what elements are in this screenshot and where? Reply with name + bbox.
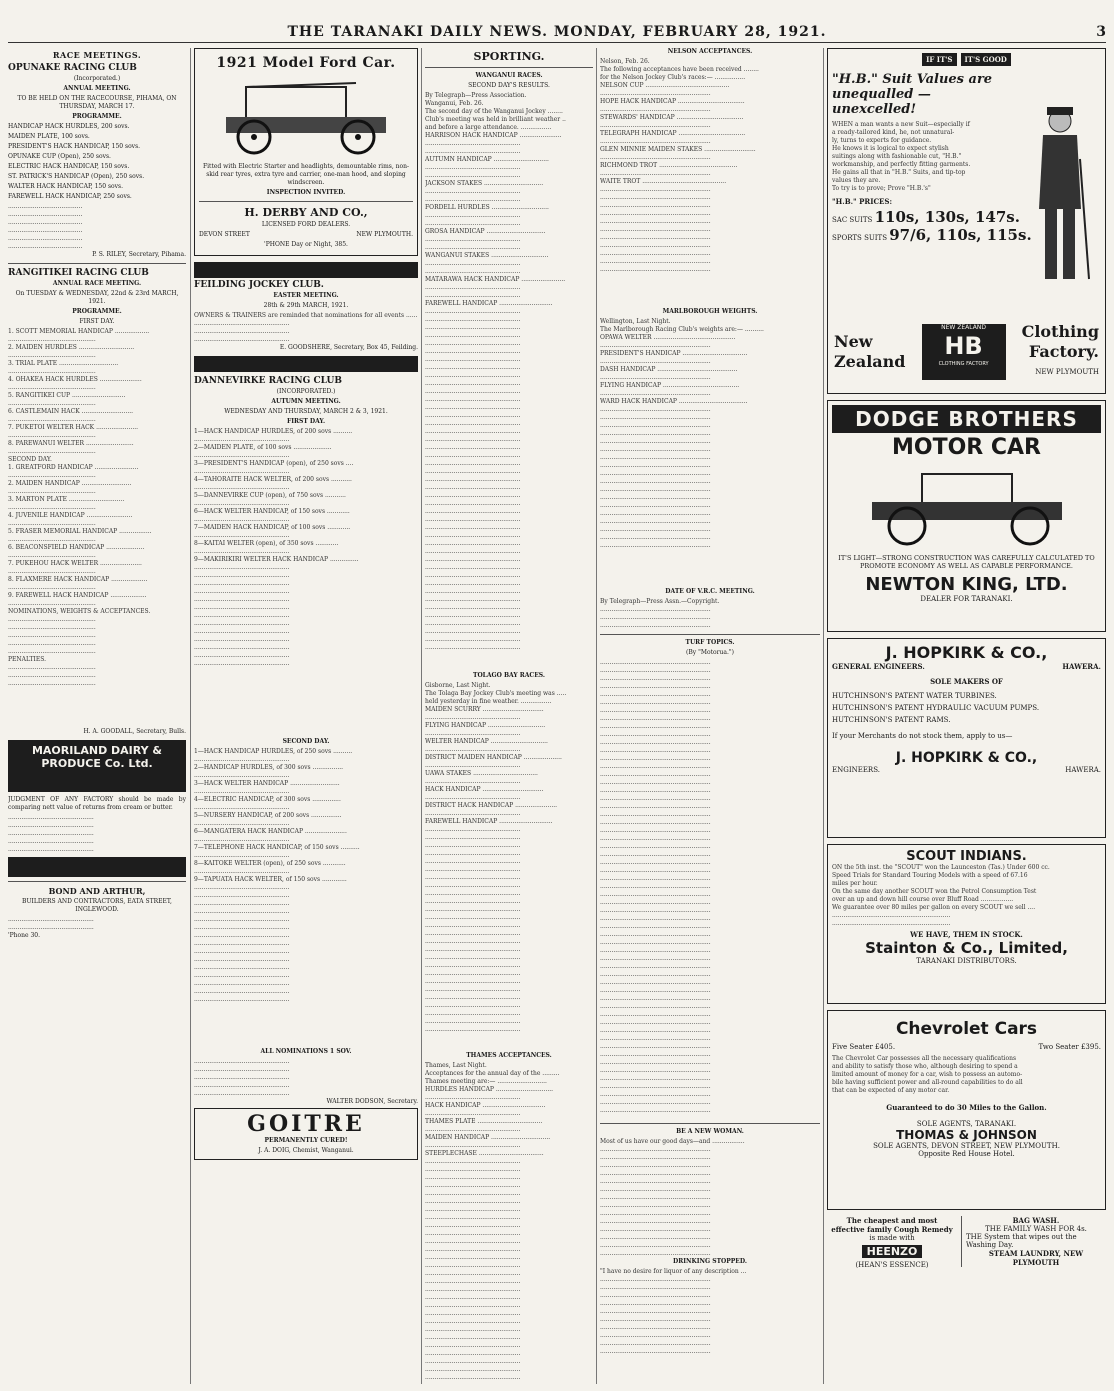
chevrolet-opposite: Opposite Red House Hotel.: [918, 1150, 1015, 1158]
ford-car-illustration: [206, 73, 406, 161]
hopkirk-engineers: ENGINEERS.: [832, 766, 880, 774]
programme-item: OPUNAKE CUP (Open), 250 sovs.: [8, 153, 111, 160]
hb-factory: Factory.: [1028, 342, 1099, 361]
bagwash-title: BAG WASH.: [1012, 1216, 1060, 1225]
scout-dealer: Stainton & Co., Limited,: [865, 939, 1068, 957]
body-text: Wellington, Last Night. The Marlborough Racing Club's weights are:— .......... OPAWA WELTER ........................................... .......................................................... PRESIDENT'S HANDICAP .................................. .......................................................... DASH HANDICAP .......................................... .......................................................... FLYING HANDICAP ........................................ .......................................................... WARD HACK HANDICAP .................................... .......................................................... .......................................................... .......................................................... .......................................................... .......................................................... .......................................................... .......................................................... .......................................................... .......................................................... .......................................................... .......................................................... .......................................................... .......................................................... .......................................................... .......................................................... .......................................................... .......................................................... ..........................................................: [600, 318, 764, 549]
body-text: OWNERS & TRAINERS are reminded that nominations for all events ...... .................................................. .................................................. ..................................................: [194, 312, 418, 343]
article-subheading: SECOND DAY'S RESULTS.: [468, 82, 550, 89]
meeting-heading: ANNUAL RACE MEETING.: [52, 280, 142, 287]
ford-licensed: LICENSED FORD DEALERS.: [261, 221, 351, 228]
column-rule: [421, 48, 422, 1384]
day-heading: FIRST DAY.: [79, 318, 115, 325]
gentleman-illustration: [1025, 99, 1095, 289]
scout-stock: WE HAVE, THEM IN STOCK.: [910, 930, 1023, 939]
column-advertisements: [827, 48, 1106, 1384]
column-turf: [600, 48, 820, 1384]
horse-banner: [194, 262, 418, 278]
hopkirk-name-footer: J. HOPKIRK & CO.,: [895, 750, 1038, 766]
hopkirk-ad: [827, 638, 1106, 838]
hb-sports-prices: 97/6, 110s, 115s.: [889, 226, 1032, 244]
bond-arthur-name: BOND AND ARTHUR,: [48, 886, 146, 896]
ford-dealer: H. DERBY AND CO.,: [244, 206, 368, 219]
dodge-brothers-ad: [827, 400, 1106, 632]
column-sporting: [425, 48, 593, 1384]
dodge-car-illustration: [852, 464, 1082, 550]
bagwash-sub: THE FAMILY WASH FOR 4s.: [985, 1225, 1087, 1233]
secretary: E. GOODSHERE, Secretary, Box 45, Feilding.: [279, 344, 418, 351]
hb-logo-top: NEW ZEALAND: [941, 324, 986, 331]
section-heading: RACE MEETINGS.: [52, 50, 142, 60]
programme-item: ELECTRIC HACK HANDICAP, 150 sovs.: [8, 163, 130, 170]
body-text: The Chevrolet Car possesses all the necessary qualifications and ability to satisfy those who, although desiring to spend a limited amount of money for a car, wish to possess an automo- bile having sufficient power and all-round capabilities to do all that can be expected of any motor car.: [832, 1055, 1023, 1094]
hb-logo: [922, 324, 1006, 380]
hb-sports-label: SPORTS SUITS: [832, 234, 888, 242]
club-sub: (INCORPORATED.): [276, 388, 336, 395]
article-heading: DRINKING STOPPED.: [673, 1258, 747, 1265]
body-text: Nelson, Feb. 26. The following acceptances have been received ........ for the Nelson Jockey Club's races:— ................ NELSON CUP ............................................ .......................................................... HOPE HACK HANDICAP ................................... .......................................................... STEWARDS' HANDICAP ................................... .......................................................... TELEGRAPH HANDICAP ................................... .......................................................... GLEN MINNIE MAIDEN STAKES ........................... .......................................................... RICHMOND TROT ......................................... .......................................................... WAITE TROT ............................................ .......................................................... .......................................................... .......................................................... .......................................................... .......................................................... .......................................................... .......................................................... .......................................................... .......................................................... .......................................................... ..........................................................: [600, 58, 759, 273]
club-name: OPUNAKE RACING CLUB: [8, 63, 137, 73]
hb-logo-bottom: CLOTHING FACTORY: [938, 361, 989, 367]
divider: [600, 1123, 820, 1124]
divider: [199, 201, 413, 202]
secretary: P. S. RILEY, Secretary, Pihama.: [92, 251, 186, 258]
hopkirk-pumps: HUTCHINSON'S PATENT HYDRAULIC VACUUM PUMPS.: [832, 704, 1040, 712]
hb-prices-label: "H.B." PRICES:: [832, 197, 893, 206]
programme-heading: PROGRAMME.: [72, 113, 122, 120]
ford-town: NEW PLYMOUTH.: [356, 231, 413, 238]
article-byline: (By "Motorua."): [686, 649, 734, 656]
body-text: Thames, Last Night. Acceptances for the annual day of the ......... Thames meeting are:— .......................... HURDLES HANDICAP .............................. .................................................. HACK HANDICAP ................................. .................................................. THAMES PLATE .................................. .................................................. MAIDEN HANDICAP ............................... .................................................. STEEPLECHASE .................................. .................................................. .................................................. .................................................. .................................................. .................................................. .................................................. .................................................. .................................................. .................................................. .................................................. .................................................. .................................................. .................................................. .................................................. .................................................. .................................................. .................................................. .................................................. .................................................. .................................................. .................................................. .................................................. .................................................. .................................................. .................................................. .................................................. .................................................. ..................................................: [425, 1062, 560, 1381]
nominations-heading: ALL NOMINATIONS 1 SOV.: [260, 1048, 352, 1055]
ford-ad: [194, 48, 418, 256]
column-rule: [190, 48, 191, 1384]
day-heading: SECOND DAY.: [282, 738, 330, 745]
body-text: 1—HACK HANDICAP HURDLES, of 250 sovs .......... .................................................. 2—HANDICAP HURDLES, of 300 sovs ................ .................................................. 3—HACK WELTER HANDICAP .......................... .................................................. 4—ELECTRIC HANDICAP, of 300 sovs ............... .................................................. 5—NURSERY HANDICAP, of 200 sovs ................ .................................................. 6—MANGATERA HACK HANDICAP ...................... .................................................. 7—TELEPHONE HACK HANDICAP, of 150 sovs .......... .................................................. 8—KAITOKE WELTER (open), of 250 sovs ............ .................................................. 9—TAPUATA HACK WELTER, of 150 sovs ............. .................................................. .................................................. .................................................. .................................................. .................................................. .................................................. .................................................. .................................................. .................................................. .................................................. .................................................. .................................................. .................................................. .................................................. ..................................................: [194, 748, 360, 1003]
programme-item: HANDICAP HACK HURDLES, 200 sovs.: [8, 123, 130, 130]
hb-badge-left: IF IT'S: [922, 53, 956, 66]
body-text: Gisborne, Last Night. The Tolaga Bay Jockey Club's meeting was ..... held yesterday in fine weather. ................ MAIDEN SCURRY ................................ .................................................. FLYING HANDICAP .............................. .................................................. WELTER HANDICAP .............................. .................................................. DISTRICT MAIDEN HANDICAP .................... .................................................. UAWA STAKES .................................. .................................................. HACK HANDICAP ................................ .................................................. DISTRICT HACK HANDICAP ...................... .................................................. FAREWELL HANDICAP ............................ .................................................. .................................................. .................................................. .................................................. .................................................. .................................................. .................................................. .................................................. .................................................. .................................................. .................................................. .................................................. .................................................. .................................................. .................................................. .................................................. .................................................. .................................................. .................................................. .................................................. .................................................. .................................................. .................................................. .................................................. .................................................. ..................................................: [425, 682, 567, 1033]
article-heading: TURF TOPICS.: [685, 639, 735, 646]
hb-clothing-ad: [827, 48, 1106, 394]
heenzo-sub: (HEAN'S ESSENCE): [855, 1261, 929, 1269]
club-sub: (Incorporated.): [73, 75, 121, 82]
bagwash-footer: STEAM LAUNDRY, NEW PLYMOUTH: [988, 1249, 1084, 1267]
body-text: By Telegraph—Press Assn.—Copyright. .......................................................... .......................................................... ..........................................................: [600, 598, 720, 629]
masthead: [0, 0, 1114, 42]
hopkirk-town: HAWERA.: [1062, 662, 1101, 671]
scout-distributors: TARANAKI DISTRIBUTORS.: [916, 957, 1017, 965]
divider: [425, 67, 593, 68]
dodge-dealer-sub: DEALER FOR TARANAKI.: [920, 595, 1013, 603]
page-number: 3: [1096, 24, 1106, 40]
goitre-ad: [194, 1108, 418, 1160]
ford-description: Fitted with Electric Starter and headlights, demountable rims, non-skid rear tyres, extra tyre and carrier, one-man hood, and sloping windscreen.: [202, 163, 410, 186]
maoriland-dairy-logo: MAORILAND DAIRY & PRODUCE Co. Ltd.: [8, 740, 186, 792]
hb-headline: "H.B." Suit Values are unequalled —unexcelled!: [832, 72, 993, 117]
body-text: WHEN a man wants a new Suit—especially if a ready-tailored kind, he, not unnatural- ly, turns to experts for guidance. He knows it is logical to expect stylish suitings along with fashionable cut, "H.B." workmanship, and perfectly fitting garments. He gains all that in "H.B." Suits, and tip-top values they are. To try is to prove; Prove "H.B.'s": [832, 121, 971, 192]
column-rule: [823, 48, 824, 1384]
goitre-chemist: J. A. DOIG, Chemist, Wanganui.: [258, 1147, 354, 1154]
meeting-heading: EASTER MEETING.: [273, 292, 339, 299]
programme-item: PRESIDENT'S HACK HANDICAP, 150 sovs.: [8, 143, 141, 150]
body-text: .................................................. .................................................. .................................................. .................................................. ..................................................: [194, 1058, 290, 1097]
divider: [600, 634, 820, 635]
programme-item: ST. PATRICK'S HANDICAP (Open), 250 sovs.: [8, 173, 145, 180]
horse-banner: [194, 356, 418, 372]
programme-list: [8, 123, 186, 201]
club-name: FEILDING JOCKEY CLUB.: [194, 280, 324, 290]
article-heading: NELSON ACCEPTANCES.: [667, 48, 753, 55]
day-heading: FIRST DAY.: [286, 418, 326, 425]
chevrolet-agents: SOLE AGENTS, TARANAKI.: [916, 1120, 1017, 1128]
masthead-rule: [8, 42, 1106, 43]
hb-new: New: [834, 332, 873, 351]
divider: [8, 263, 186, 264]
article-heading: BE A NEW WOMAN.: [676, 1128, 744, 1135]
hopkirk-makers: SOLE MAKERS OF: [930, 677, 1003, 686]
body-text: ON the 5th inst. the "SCOUT" won the Launceston (Tas.) Under 600 cc. Speed Trials for Standard Touring Models with a speed of 67.16 miles per hour. On the same day another SCOUT won the Petrol Consumption Test over an up and down hill course over Bluff Road ................. We guarantee over 80 miles per gallon on every SCOUT we sell .... .............................................................. ..............................................................: [832, 864, 1050, 927]
ford-phone: 'PHONE Day or Night, 385.: [264, 241, 348, 248]
ford-title: 1921 Model Ford Car.: [216, 55, 396, 71]
body-text: Most of us have our good days—and ................. .......................................................... .......................................................... .......................................................... .......................................................... .......................................................... .......................................................... .......................................................... .......................................................... .......................................................... .......................................................... .......................................................... .......................................................... .......................................................... ..........................................................: [600, 1138, 745, 1257]
article-heading: THAMES ACCEPTANCES.: [466, 1052, 552, 1059]
heenzo-logo: HEENZO: [862, 1245, 922, 1258]
bottom-ads-row: [827, 1216, 1106, 1269]
chevrolet-address: SOLE AGENTS, DEVON STREET, NEW PLYMOUTH.: [873, 1142, 1060, 1150]
body-text: ............................................. ............................................. ............................................. ............................................. .............................................: [8, 814, 94, 853]
meeting-heading: ANNUAL MEETING.: [63, 85, 131, 92]
chevrolet-two-seater: Two Seater £395.: [1038, 1043, 1101, 1051]
dodge-dealer: NEWTON KING, LTD.: [865, 574, 1068, 595]
meeting-date: 28th & 29th MARCH, 1921.: [263, 302, 349, 309]
chevrolet-guarantee: Guaranteed to do 30 Miles to the Gallon.: [886, 1103, 1047, 1112]
programme-item: FAREWELL HACK HANDICAP, 250 sovs.: [8, 193, 132, 200]
body-text: .......................................................... .......................................................... .......................................................... .......................................................... .......................................................... .......................................................... .......................................................... .......................................................... .......................................................... .......................................................... .......................................................... .......................................................... .......................................................... .......................................................... .......................................................... .......................................................... .......................................................... .......................................................... .......................................................... .......................................................... .......................................................... .......................................................... .......................................................... .......................................................... .......................................................... .......................................................... .......................................................... .......................................................... .......................................................... .......................................................... .......................................................... .......................................................... .......................................................... .......................................................... .......................................................... .......................................................... .......................................................... .......................................................... .......................................................... .......................................................... .......................................................... .......................................................... .......................................................... .......................................................... .......................................................... .......................................................... .......................................................... .......................................................... .......................................................... .......................................................... .......................................................... .......................................................... .......................................................... .......................................................... .......................................................... .......................................................... ..........................................................: [600, 659, 711, 1114]
body-text: 1. SCOTT MEMORIAL HANDICAP .................. .............................................. 2. MAIDEN HURDLES ............................. .............................................. 3. TRIAL PLATE ............................... .............................................. 4. OHAKEA HACK HURDLES ...................... .............................................. 5. RANGITIKEI CUP ............................ .............................................. 6. CASTLEMAIN HACK ........................... .............................................. 7. PUKETOI WELTER HACK ...................... .............................................. 8. PAREWANUI WELTER ......................... .............................................. SECOND DAY. 1. GREATFORD HANDICAP ....................... .............................................. 2. MAIDEN HANDICAP .......................... .............................................. 3. MARTON PLATE ............................. .............................................. 4. JUVENILE HANDICAP ........................ .............................................. 5. FRASER MEMORIAL HANDICAP ................. .............................................. 6. BEACONSFIELD HANDICAP .................... .............................................. 7. PUKEHOU HACK WELTER ...................... .............................................. 8. FLAXMERE HACK HANDICAP ................... .............................................. 9. FAREWELL HACK HANDICAP ................... .............................................. NOMINATIONS, WEIGHTS & ACCEPTANCES. .............................................. .............................................. .............................................. .............................................. .............................................. PENALTIES. .............................................. .............................................. ..............................................: [8, 328, 152, 687]
article-heading: MARLBOROUGH WEIGHTS.: [662, 308, 758, 315]
hb-sac-prices: 110s, 130s, 147s.: [874, 208, 1020, 226]
bond-arthur-phone: 'Phone 30.: [8, 932, 41, 939]
ford-street: DEVON STREET: [199, 231, 250, 238]
club-name: DANNEVIRKE RACING CLUB: [194, 376, 342, 386]
hopkirk-name: J. HOPKIRK & CO.,: [885, 643, 1048, 662]
bag-wash-ad: [961, 1216, 1106, 1267]
body-text: ....................................... ....................................... ....................................... ....................................... ....................................... .......................................: [8, 203, 83, 250]
meeting-date: On TUESDAY & WEDNESDAY, 22nd & 23rd MARCH, 1921.: [15, 290, 179, 305]
heenzo-line2: effective family Cough Remedy: [831, 1225, 953, 1234]
hb-logo-letters: HB: [944, 332, 983, 360]
chevrolet-five-seater: Five Seater £405.: [832, 1043, 896, 1051]
secretary: WALTER DODSON, Secretary.: [326, 1098, 418, 1105]
hb-sac-label: SAC SUITS: [832, 216, 873, 224]
newspaper-title: THE TARANAKI DAILY NEWS. MONDAY, FEBRUARY 28, 1921.: [287, 24, 827, 40]
dairy-ad-text: JUDGMENT OF ANY FACTORY should be made by comparing nett value of returns from cream or butter.: [8, 796, 186, 811]
dodge-tagline: IT'S LIGHT—STRONG CONSTRUCTION WAS CAREFULLY CALCULATED TO PROMOTE ECONOMY AS WELL AS CAPABLE PERFORMANCE.: [838, 554, 1095, 570]
hopkirk-rams: HUTCHINSON'S PATENT RAMS.: [832, 716, 951, 724]
chevrolet-ad: [827, 1010, 1106, 1210]
meeting-heading: AUTUMN MEETING.: [271, 398, 341, 405]
secretary: H. A. GOODALL, Secretary, Bulls.: [83, 728, 186, 735]
goitre-sub: PERMANENTLY CURED!: [264, 1137, 348, 1144]
hb-place: NEW PLYMOUTH: [1035, 368, 1099, 376]
article-heading: DATE OF V.R.C. MEETING.: [665, 588, 755, 595]
hb-badge-right: IT'S GOOD: [961, 53, 1011, 66]
body-text: ............................................. .............................................: [8, 916, 94, 931]
heenzo-line3: is made with: [869, 1234, 915, 1242]
dodge-brand: DODGE BROTHERS: [832, 405, 1101, 433]
club-name: RANGITIKEI RACING CLUB: [8, 268, 149, 278]
dairy-banner: [8, 857, 186, 877]
chevrolet-title: Chevrolet Cars: [895, 1019, 1038, 1039]
divider: [8, 881, 186, 882]
programme-item: MAIDEN PLATE, 100 sovs.: [8, 133, 90, 140]
body-text: "I have no desire for liquor of any description ... .......................................................... .......................................................... .......................................................... .......................................................... .......................................................... .......................................................... .......................................................... .......................................................... .......................................................... ..........................................................: [600, 1268, 747, 1355]
hopkirk-turbines: HUTCHINSON'S PATENT WATER TURBINES.: [832, 692, 997, 700]
scout-indians-ad: [827, 844, 1106, 1004]
programme-item: WALTER HACK HANDICAP, 150 sovs.: [8, 183, 124, 190]
heenzo-line1: The cheapest and most: [846, 1216, 938, 1225]
meeting-date: WEDNESDAY AND THURSDAY, MARCH 2 & 3, 1921.: [224, 408, 388, 415]
bond-arthur-text: BUILDERS AND CONTRACTORS, EATA STREET, INGLEWOOD.: [22, 898, 172, 913]
hopkirk-town-footer: HAWERA.: [1065, 766, 1101, 774]
hopkirk-note: If your Merchants do not stock them, apply to us—: [832, 732, 1013, 740]
section-heading: SPORTING.: [473, 50, 545, 63]
column-race-meetings: [8, 48, 186, 1384]
hopkirk-sub: GENERAL ENGINEERS.: [832, 662, 925, 671]
column-rule: [596, 48, 597, 1384]
scout-title: SCOUT INDIANS.: [906, 849, 1027, 864]
bagwash-text: THE System that wipes out the Washing Day.: [966, 1233, 1077, 1249]
heenzo-ad: [827, 1216, 957, 1269]
hb-zealand: Zealand: [834, 352, 906, 371]
dodge-sub: MOTOR CAR: [891, 435, 1041, 460]
meeting-date: TO BE HELD ON THE RACECOURSE, PIHAMA, ON THURSDAY, MARCH 17.: [17, 95, 177, 110]
article-heading: TOLAGO BAY RACES.: [472, 672, 545, 679]
chevrolet-firm: THOMAS & JOHNSON: [896, 1128, 1037, 1142]
column-ford-racing: [194, 48, 418, 1384]
ford-invite: INSPECTION INVITED.: [266, 189, 346, 196]
goitre-title: GOITRE: [247, 1111, 365, 1137]
body-text: By Telegraph—Press Association. Wanganui, Feb. 26. The second day of the Wanganui Jockey ........ Club's meeting was held in brilliant weather .. and before a large attendance. ................ HARRISON HACK HANDICAP ...................... .................................................. .................................................. AUTUMN HANDICAP ............................. .................................................. .................................................. JACKSON STAKES ............................... .................................................. .................................................. FORDELL HURDLES .............................. .................................................. .................................................. GROSA HANDICAP ............................... .................................................. .................................................. WANGANUI STAKES .............................. .................................................. .................................................. MATARAWA HACK HANDICAP ....................... .................................................. .................................................. FAREWELL HANDICAP ............................ .................................................. .................................................. .................................................. .................................................. .................................................. .................................................. .................................................. .................................................. .................................................. .................................................. .................................................. .................................................. .................................................. .................................................. .................................................. .................................................. .................................................. .................................................. .................................................. .................................................. .................................................. .................................................. .................................................. .................................................. .................................................. .................................................. .................................................. .................................................. .................................................. .................................................. .................................................. .................................................. .................................................. .................................................. .................................................. .................................................. .................................................. .................................................. .................................................. .................................................. .................................................. .................................................. ..................................................: [425, 92, 566, 651]
body-text: 1—HACK HANDICAP HURDLES, of 200 sovs .......... .................................................. 2—MAIDEN PLATE, of 100 sovs .................... .................................................. 3—PRESIDENT'S HANDICAP (open), of 250 sovs .... .................................................. 4—TAHORAITE HACK WELTER, of 200 sovs ........... .................................................. 5—DANNEVIRKE CUP (open), of 750 sovs ........... .................................................. 6—HACK WELTER HANDICAP, of 150 sovs ............ .................................................. 7—MAIDEN HACK HANDICAP, of 100 sovs ............ .................................................. 8—KAITAI WELTER (open), of 350 sovs ............ .................................................. 9—MAKIRIKIRI WELTER HACK HANDICAP ............... .................................................. .................................................. .................................................. .................................................. .................................................. .................................................. .................................................. .................................................. .................................................. .................................................. .................................................. .................................................. ..................................................: [194, 428, 359, 667]
article-heading: WANGANUI RACES.: [475, 72, 543, 79]
hb-clothing: Clothing: [1021, 322, 1099, 341]
programme-heading: PROGRAMME.: [72, 308, 122, 315]
